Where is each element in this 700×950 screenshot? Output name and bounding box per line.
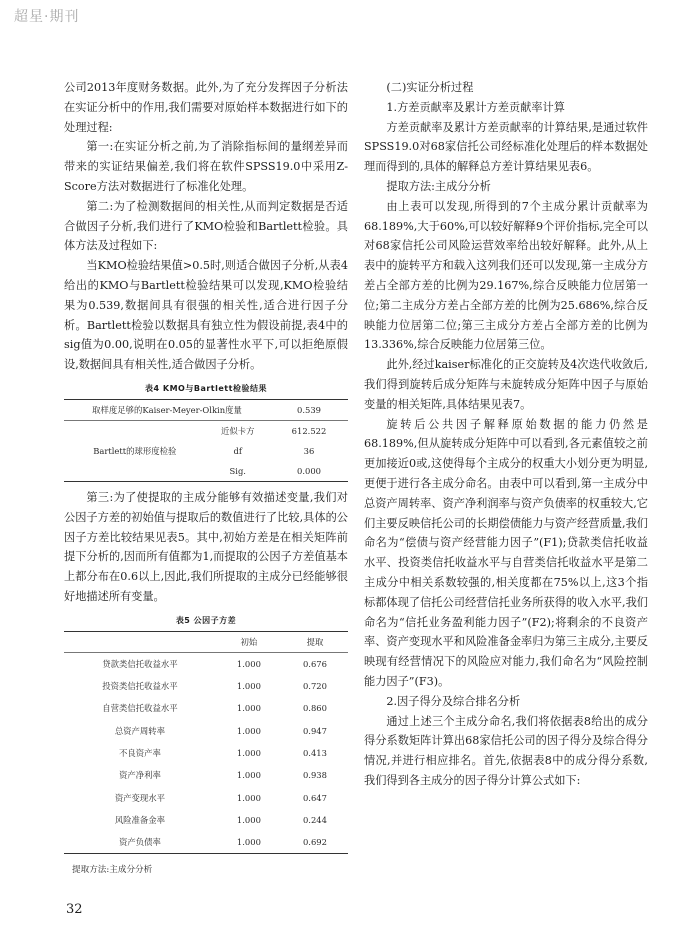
paragraph: 由上表可以发现,所得到的7个主成分累计贡献率为68.189%,大于60%,可以较好解释9个评价指标,完全可以对68家信托公司风险运营效率给出较好解释。此外,从上表中的旋转平方和载入这列我们还可以发现,第一主成分方差占全部方差的比例为29.167%,综合反映能力位居第一位;第二主成分方差占全部方差的比例为25.686%,综合反映能力位居第二位;第三主成分方差占全部方差的比例为13.336%,综合反映能力位居第三位。 xyxy=(364,199,648,352)
paragraph: 公司2013年度财务数据。此外,为了充分发挥因子分析法在实证分析中的作用,我们需要对原始样本数据进行如下的处理过程: xyxy=(64,81,348,134)
table-cell: 0.720 xyxy=(302,681,327,692)
page-number: 32 xyxy=(66,902,83,917)
table-cell: 0.647 xyxy=(302,792,327,803)
paragraph: 方差贡献率及累计方差贡献率的计算结果,是通过软件SPSS19.0对68家信托公司经标准化处理后的样本数据处理而得到的,具体的解释总方差计算结果见表6。 xyxy=(364,120,648,174)
table-cell: 1.000 xyxy=(236,658,261,669)
table-cell: 612.522 xyxy=(291,425,327,436)
table-header-cell: 初始 xyxy=(216,631,282,652)
paragraph: 第二:为了检测数据间的相关性,从而判定数据是否适合做因子分析,我们进行了KMO检验和Bartlett检验。具体方法及过程如下: xyxy=(64,199,348,253)
table-cell: 资产净利率 xyxy=(119,770,161,781)
subsection-heading: 2.因子得分及综合排名分析 xyxy=(386,694,521,708)
table-row xyxy=(64,675,348,697)
paragraph: 此外,经过kaiser标准化的正交旋转及4次迭代收敛后,我们得到旋转后成分矩阵与未旋转成分矩阵中因子与原始变量的相关矩阵,具体结果见表7。 xyxy=(364,358,648,411)
table-cell: 1.000 xyxy=(236,770,261,781)
table-cell: 总资产周转率 xyxy=(114,725,166,736)
table-row xyxy=(64,831,348,854)
table-row xyxy=(64,720,348,742)
table-cell: 0.413 xyxy=(302,748,327,759)
table-cell: 0.947 xyxy=(302,725,327,736)
table-cell: 不良资产率 xyxy=(119,748,161,759)
table-row xyxy=(64,787,348,809)
paragraph: 当KMO检验结果值>0.5时,则适合做因子分析,从表4给出的KMO与Bartlett检验结果可以发现,KMO检验结果为0.539,数据间具有很强的相关性,适合进行因子分析。Bartlett检验以数据具有独立性为假设前提,表4中的sig值为0.00,说明在0.05的显著性水平下,可以拒绝原假设,数据间具有相关性,适合做因子分析。 xyxy=(64,259,348,372)
section-heading: (二)实证分析过程 xyxy=(386,81,474,94)
paragraph: 第三:为了使提取的主成分能够有效描述变量,我们对公因子方差的初始值与提取后的数值进行了比较,具体的公因子方差比较结果见表5。其中,初始方差是在相关矩阵前提下分析的,因而所有值都为1,而提取的公因子方差值基本上都分布在0.6以上,因此,我们所提取的主成分已经能够很好地描述所有变量。 xyxy=(64,490,348,603)
table-row xyxy=(64,399,348,420)
table-header-row xyxy=(64,631,348,652)
table-cell: 投资类信托收益水平 xyxy=(102,681,178,692)
table-row xyxy=(64,652,348,675)
table-cell: 1.000 xyxy=(236,681,261,692)
table-cell: 1.000 xyxy=(236,703,261,714)
table-cell: 36 xyxy=(303,445,315,456)
paragraph: 第一:在实证分析之前,为了消除指标间的量纲差异而带来的实证结果偏差,我们将在软件SPSS19.0中采用Z-Score方法对数据进行了标准化处理。 xyxy=(64,140,348,193)
table-cell: 1.000 xyxy=(236,725,261,736)
table-row xyxy=(64,697,348,719)
table-cell: 1.000 xyxy=(236,837,261,848)
table5-note: 提取方法:主成分分析 xyxy=(72,865,153,876)
table-cell: 资产变现水平 xyxy=(114,792,166,803)
paragraph: 旋转后公共因子解释原始数据的能力仍然是68.189%,但从旋转成分矩阵中可以看到,各元素值较之前更加接近0或,这使得每个主成分的权重大小划分更为明显,更便于进行各主成分命名。由表中可以看到,第一主成分中总资产周转率、资产净利润率与资产负债率的权重较大,它们主要反映信托公司的长期偿债能力与资产经营质量,我们命名为“偿债与资产经营能力因子”(F1);贷款类信托收益水平、投资类信托收益水平与自营类信托收益水平是第二主成分中相关系数较强的,相关度都在75%以上,这3个指标都体现了信托公司经营信托业务所获得的收入水平,我们命名为“信托业务盈利能力因子”(F2);将剩余的不良资产率、资产变现水平和风险准备金率归为第三主成分,主要反映现有经营情况下的风险应对能力,我们命名为“风险控制能力因子”(F3)。 xyxy=(364,417,648,688)
table-cell: 0.676 xyxy=(302,658,327,669)
subsection-heading: 1.方差贡献率及累计方差贡献率计算 xyxy=(386,100,565,114)
table-cell: 0.938 xyxy=(302,770,327,781)
paragraph: 提取方法:主成分分析 xyxy=(386,179,491,193)
table-cell: 0.244 xyxy=(302,814,327,825)
table-cell: Bartlett的球形度检验 xyxy=(93,445,177,456)
table-cell: Sig. xyxy=(229,465,246,476)
table-row xyxy=(64,764,348,786)
table-cell: 贷款类信托收益水平 xyxy=(102,658,178,669)
table-cell: 1.000 xyxy=(236,814,261,825)
table5-caption: 表5 公因子方差 xyxy=(175,615,237,625)
paragraph: 通过上述三个主成分命名,我们将依据表8给出的成分得分系数矩阵计算出68家信托公司的因子得分及综合得分情况,并进行相应排名。首先,依据表8中的成分得分系数,我们得到各主成分的因子得分计算公式如下: xyxy=(364,714,648,787)
table-row xyxy=(64,809,348,831)
table-cell: 1.000 xyxy=(236,748,261,759)
table5-communalities xyxy=(64,631,348,855)
table4-caption: 表4 KMO与Bartlett检验结果 xyxy=(145,383,267,393)
table-cell: 取样度足够的Kaiser-Meyer-Olkin度量 xyxy=(64,399,270,420)
table-header-cell: 提取 xyxy=(282,631,348,652)
left-column xyxy=(64,78,348,875)
table-cell: 0.860 xyxy=(302,703,327,714)
right-column xyxy=(364,78,648,791)
table-cell: 1.000 xyxy=(236,792,261,803)
table-header-cell xyxy=(64,631,216,652)
table-cell: 0.692 xyxy=(302,837,327,848)
table-cell: df xyxy=(233,445,242,456)
table-cell: 风险准备金率 xyxy=(114,814,166,825)
table-cell: 资产负债率 xyxy=(119,837,161,848)
table-cell: 0.539 xyxy=(270,399,348,420)
table5-body xyxy=(64,652,348,854)
table4-kmo-bartlett xyxy=(64,399,348,482)
table-cell: 自营类信托收益水平 xyxy=(102,703,178,714)
table-cell: 近似卡方 xyxy=(221,425,255,436)
journal-brand-logo: 超星·期刊 xyxy=(14,9,80,25)
table-row xyxy=(64,420,348,441)
table-row xyxy=(64,742,348,764)
table-cell: 0.000 xyxy=(297,465,321,476)
